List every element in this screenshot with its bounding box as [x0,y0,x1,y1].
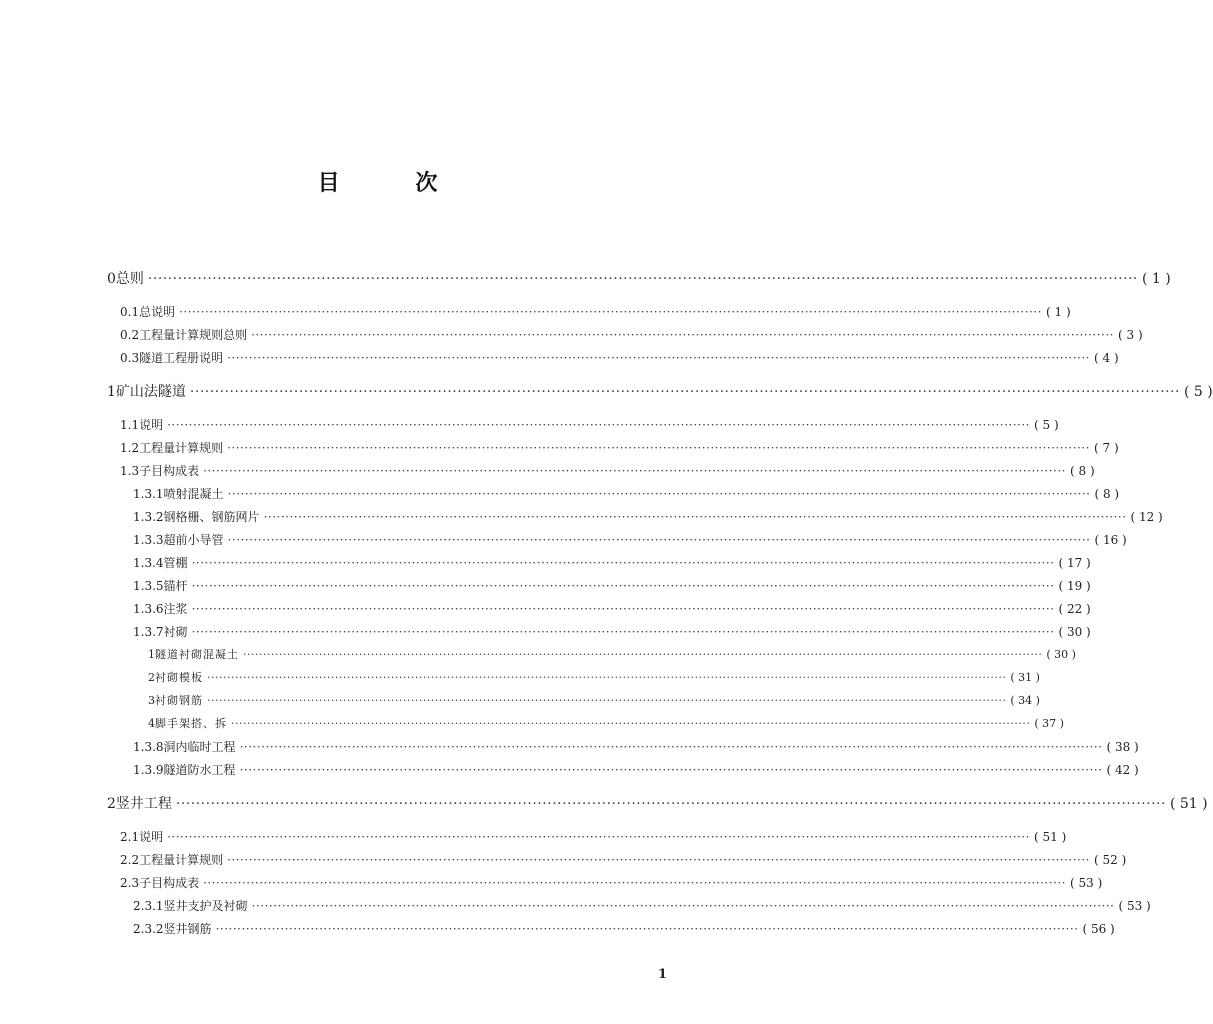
toc-entry[interactable] [120,827,1067,847]
dot-leader: ········································································································································································································ [227,533,1091,547]
toc-entry[interactable] [120,415,1059,435]
toc-entry-page: ( 22 ) [1058,602,1091,616]
dot-leader: ········································································································································································································ [203,876,1066,890]
toc-entry-page: ( 38 ) [1106,740,1139,754]
toc-entry-number: 1.3.9 [133,763,164,777]
toc-entry[interactable] [133,737,1139,757]
toc-entry-number: 0 [107,271,116,287]
dot-leader: ········································································································································································································ [167,418,1030,432]
toc-entry-number: 1.2 [120,441,140,455]
toc-entry-number: 1.3.2 [133,510,164,524]
toc-entry-number: 4 [148,717,155,730]
toc-entry-page: ( 31 ) [1010,671,1040,684]
toc-entry[interactable] [120,850,1127,870]
toc-entry-title: 总说明 [139,305,176,319]
dot-leader: ········································································································································································································ [147,271,1138,287]
dot-leader: ········································································································································································································ [175,796,1166,812]
toc-entry-title: 锚杆 [163,579,188,593]
toc-entry-number: 2.2 [120,853,140,867]
toc-entry-title: 总则 [115,271,144,287]
toc-entry-number: 1 [148,648,155,661]
toc-entry[interactable] [148,645,1076,665]
toc-entry-title: 竖井支护及衬砌 [163,899,248,913]
toc-entry-page: ( 1 ) [1141,271,1171,287]
toc-entry-number: 2 [107,796,116,812]
toc-entry-number: 0.2 [120,328,140,342]
toc-entry[interactable] [107,794,1208,814]
toc-entry-page: ( 51 ) [1169,796,1208,812]
dot-leader: ········································································································································································································ [191,602,1055,616]
toc-entry[interactable] [107,382,1213,402]
toc-entry-page: ( 12 ) [1130,510,1163,524]
toc-entry-title: 衬砌钢筋 [155,694,203,707]
toc-entry-page: ( 8 ) [1094,487,1120,501]
toc-entry-page: ( 34 ) [1010,694,1040,707]
toc-entry-number: 1.3 [120,464,140,478]
toc-entry-number: 1.3.8 [133,740,164,754]
toc-entry-title: 隧道防水工程 [163,763,236,777]
toc-entry-number: 1.3.7 [133,625,164,639]
toc-entry[interactable] [120,325,1143,345]
toc-entry-page: ( 16 ) [1094,533,1127,547]
toc-entry-number: 0.3 [120,351,140,365]
toc-entry-title: 工程量计算规则总则 [139,328,248,342]
toc-entry-title: 衬砌 [163,625,188,639]
toc-entry-title: 矿山法隧道 [115,384,186,400]
toc-entry[interactable] [120,302,1071,322]
toc-entry-title: 工程量计算规则 [139,853,224,867]
dot-leader: ········································································································································································································ [191,579,1055,593]
toc-entry-page: ( 37 ) [1034,717,1064,730]
toc-entry-number: 1.3.1 [133,487,164,501]
toc-entry-number: 1.3.4 [133,556,164,570]
dot-leader: ········································································································································································································ [191,556,1055,570]
toc-entry-title: 子目构成表 [139,464,200,478]
toc-entry-page: ( 51 ) [1034,830,1067,844]
toc-entry-number: 2.3.2 [133,922,164,936]
toc-entry-title: 说明 [139,830,164,844]
toc-entry[interactable] [133,896,1151,916]
dot-leader: ········································································································································································································ [239,763,1103,777]
toc-entry-title: 竖井钢筋 [163,922,212,936]
dot-leader: ········································································································································································································ [227,441,1090,455]
toc-entry-page: ( 56 ) [1082,922,1115,936]
toc-entry-number: 2.3.1 [133,899,164,913]
toc-entry[interactable] [148,691,1040,711]
toc-entry-page: ( 53 ) [1070,876,1103,890]
toc-entry-page: ( 4 ) [1094,351,1119,365]
toc-entry-page: ( 42 ) [1106,763,1139,777]
toc-entry-page: ( 30 ) [1058,625,1091,639]
toc-entry-number: 2 [148,671,155,684]
toc-entry-title: 脚手架搭、拆 [155,717,227,730]
dot-leader: ········································································································································································································ [243,648,1043,661]
toc-entry-title: 工程量计算规则 [139,441,224,455]
toc-entry[interactable] [133,553,1091,573]
dot-leader: ········································································································································································································ [207,671,1007,684]
toc-entry[interactable] [148,714,1064,734]
toc-entry-page: ( 5 ) [1034,418,1059,432]
toc-entry[interactable] [148,668,1040,688]
toc-entry-number: 3 [148,694,155,707]
toc-entry[interactable] [120,438,1119,458]
toc-entry[interactable] [120,461,1095,481]
toc-entry-page: ( 3 ) [1118,328,1143,342]
toc-entry[interactable] [133,622,1091,642]
toc-entry-title: 隧道衬砌混凝土 [155,648,239,661]
toc-entry-page: ( 19 ) [1058,579,1091,593]
toc-entry-title: 说明 [139,418,164,432]
toc-entry-number: 1.3.3 [133,533,164,547]
page-number: 1 [657,967,667,982]
toc-entry-number: 2.1 [120,830,140,844]
dot-leader: ········································································································································································································ [189,384,1180,400]
toc-entry-title: 子目构成表 [139,876,200,890]
toc-entry-page: ( 1 ) [1046,305,1071,319]
toc-entry[interactable] [133,507,1163,527]
dot-leader: ········································································································································································································ [227,853,1090,867]
toc-entry[interactable] [133,599,1091,619]
toc-entry-number: 1.1 [120,418,140,432]
toc-entry-page: ( 5 ) [1183,384,1213,400]
toc-entry-title: 喷射混凝土 [163,487,224,501]
toc-entry-title: 洞内临时工程 [163,740,236,754]
toc-entry-number: 0.1 [120,305,140,319]
toc-entry-title: 超前小导管 [163,533,224,547]
toc-entry[interactable] [107,269,1171,289]
dot-leader: ········································································································································································································ [263,510,1127,524]
dot-leader: ········································································································································································································ [239,740,1103,754]
toc-entry-page: ( 17 ) [1058,556,1091,570]
toc-entry-page: ( 7 ) [1094,441,1119,455]
dot-leader: ········································································································································································································ [227,351,1090,365]
dot-leader: ········································································································································································································ [251,328,1114,342]
toc-entry-number: 1.3.5 [133,579,164,593]
toc-entry-page: ( 52 ) [1094,853,1127,867]
dot-leader: ········································································································································································································ [227,487,1091,501]
toc-entry[interactable] [133,919,1115,939]
toc-entry-number: 1.3.6 [133,602,164,616]
dot-leader: ········································································································································································································ [251,899,1115,913]
dot-leader: ········································································································································································································ [215,922,1079,936]
dot-leader: ········································································································································································································ [167,830,1030,844]
toc-entry[interactable] [133,530,1127,550]
toc-entry[interactable] [120,348,1119,368]
page-title: 目 次 [317,171,472,196]
dot-leader: ········································································································································································································ [191,625,1055,639]
toc-entry[interactable] [133,760,1139,780]
toc-entry[interactable] [133,484,1120,504]
toc-entry-title: 管棚 [163,556,188,570]
toc-entry-number: 2.3 [120,876,140,890]
toc-entry-page: ( 30 ) [1046,648,1076,661]
toc-entry-title: 竖井工程 [115,796,172,812]
dot-leader: ········································································································································································································ [203,464,1066,478]
toc-entry-page: ( 53 ) [1118,899,1151,913]
toc-entry-title: 衬砌模板 [155,671,203,684]
dot-leader: ········································································································································································································ [207,694,1007,707]
toc-entry[interactable] [133,576,1091,596]
dot-leader: ········································································································································································································ [179,305,1042,319]
toc-entry-title: 钢格栅、钢筋网片 [163,510,260,524]
toc-entry-page: ( 8 ) [1070,464,1095,478]
toc-entry-title: 隧道工程册说明 [139,351,224,365]
toc-entry-title: 注浆 [163,602,188,616]
toc-entry[interactable] [120,873,1103,893]
toc-entry-number: 1 [107,384,116,400]
dot-leader: ········································································································································································································ [231,717,1031,730]
